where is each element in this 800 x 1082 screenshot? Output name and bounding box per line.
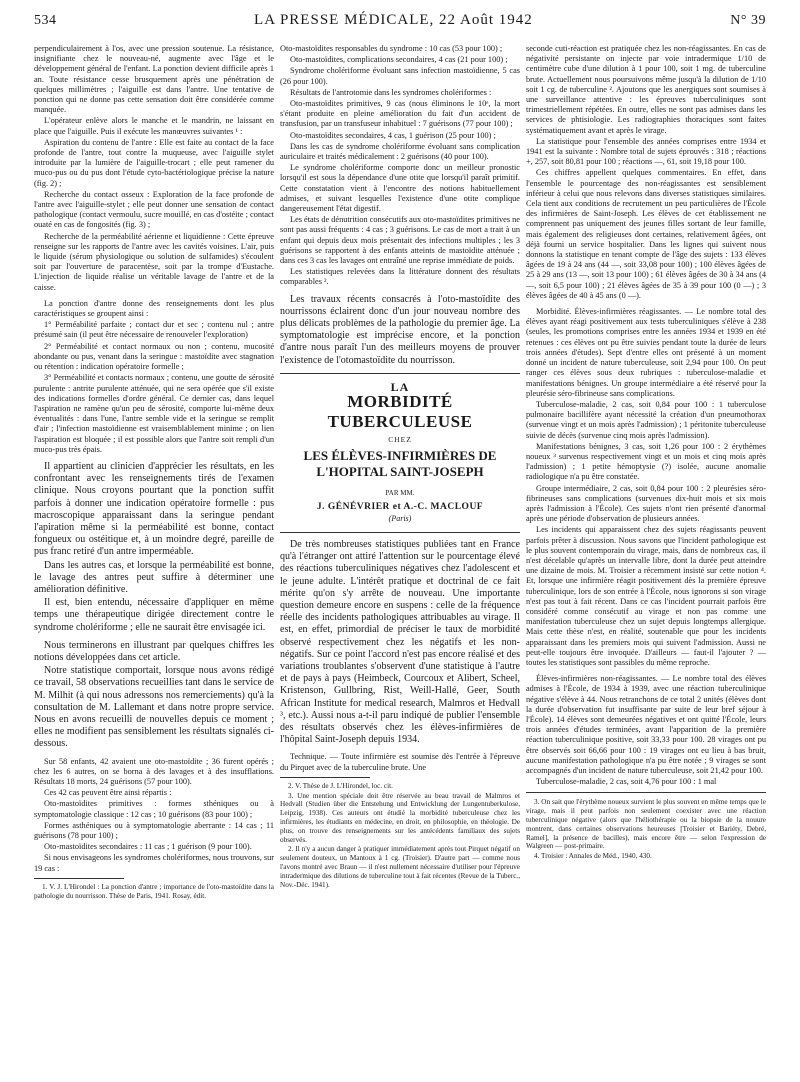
journal-title: LA PRESSE MÉDICALE, 22 Août 1942 xyxy=(254,12,533,28)
column-3 xyxy=(526,44,766,1074)
paragraph: Morbidité. Élèves-infirmières réagissantes. — Le nombre total des élèves ayant réagi positivement aux tests tuberculiniques s'élève à 238 (seules, les promotions comprises entre les années 1934 et 1939 en été retenues : ces élèves ont pu être suivies pendant toute la durée de leurs trois années d'études). Sept d'entre elles ont présenté à un moment donné un incident de nature tuberculeuse, soit 2,94 pour 100. On peut ranger ces élèves sous deux rubriques : tuberculose-maladie et manifestations bénignes. Un groupe intermédiaire a été réservé pour la pleurésie séro-fibrineuse sans complications. xyxy=(526,307,766,398)
paragraph: Les incidents qui apparaissent chez des sujets réagissants peuvent parfois prêter à discussion. Nous savons que l'incident pathologique est le plus souvent contemporain du virage, mais, dans de nombreux cas, il n'est décelable qu'après un intervalle libre, dont la durée peut atteindre une dizaine de mois. M. Troisier a récemment insisté sur cette notion ⁴. Et, lorsque une infirmière réagit positivement dès la première épreuve tuberculinique, lors de son entrée à l'École, nous ignorons si son virage n'est pas tout à fait récent. Dans ce cas l'incident pourrait parfois être considéré comme consécutif au virage et non pas comme une manifestation tuberculeuse chez un sujet depuis longtemps allergique. Mais cette thèse n'est, en réalité, soutenable que pour les incidents apparaissant dans les premiers mois qui suivent l'admission. Aussi ne peut-elle toujours être invoquée. D'ailleurs — faut-il l'ajouter ? — toutes les statistiques sont passibles du même reproche. xyxy=(526,525,766,667)
paragraph: Oto-mastoïdites primitives, 9 cas (nous éliminons le 10ᵉ, la mort s'étant produite en pleine amélioration du fait d'un accident de transfusion, par un transfuseur inhabituel : 7 guérisons (77 pour 100) ; xyxy=(280,99,520,129)
article-title-connector: CHEZ xyxy=(388,435,412,445)
statistics-line: Formes asthéniques ou à symptomatologie aberrante : 14 cas ; 11 guérisons (78 pour 100) ; xyxy=(34,820,274,841)
paragraph: Il appartient au clinicien d'apprécier les résultats, en les confrontant avec les renseignements tirés de l'examen clinique. Nous croyons pourtant que la ponction suffit parfois à donner une indication opératoire formelle : pus macroscopique apparaissant dans la seringue pendant l'apiration même si la perméabilité est bonne, contact fongueux ou ostéitique et, à un moindre degré, pareille de pus franc retiré d'un antre imperméable. xyxy=(34,460,274,558)
paragraph: La ponction d'antre donne des renseignements dont les plus caractéristiques se groupent ainsi : xyxy=(34,298,274,319)
footnote: 3. On sait que l'érythème noueux survient le plus souvent en même temps que le virage, mais il peut parfois non seulement coexister avec une réaction tuberculinique négative (alors que l'héliothérapie ou la biopsie de la nouure montrent, dans certaines observations heureuses [Troisier et Bariéty, Debré, Ramel], la présence de bacilles), mais encore être — selon l'expression de Walgreen — post-primaire. xyxy=(526,798,766,851)
article-location: (Paris) xyxy=(388,513,412,523)
paragraph: seconde cuti-réaction est pratiquée chez les non-réagissantes. En cas de négativité persistante on injecte par voie intradermique 1/10 de centimètre cube d'une dilution à 1 pour 100, soit 1 mg. de tuberculine brute. Actuellement nous poursuivons même jusqu'à la dilution de 1/10 soit 1 cg. de tuberculine ². Ajoutons que les anergiques sont soumises à une surveillance attentive : les épreuves tuberculiniques sont trimestriellement répétées. En outre, elles ne sont pas admises dans les services de phtisiologie. Les radiographies thoraciques sont faites systématiquement avant et après le virage. xyxy=(526,44,766,135)
footnote: 2. Il n'y a aucun danger à pratiquer immédiatement après tout Pirquet négatif on seulement douteux, un Mantoux à 1 cg. (Troisier). D'autre part — comme nous l'avons montré avec Braun — il n'est nullement nécessaire d'utiliser pour l'épreuve intradermique des dilutions de tuberculine tout à fait récentes (Revue de la Tuberc., Nov.-Déc. 1941). xyxy=(280,845,520,889)
paragraph: Dans les autres cas, et lorsque la perméabilité est bonne, le lavage des antres peut suffire à déterminer une amélioration définitive. xyxy=(34,559,274,595)
paragraph: La statistique pour l'ensemble des années comprises entre 1934 et 1941 est la suivante : Nombre total de sujets éprouvés : 318 ; réactions +, 257, soit 80,81 pour 100 ; réactions —, 61, soit 19,18 pour 100. xyxy=(526,136,766,167)
paragraph: Recherche de la perméabilité aérienne et liquidienne : Cette épreuve renseigne sur les rapports de l'antre avec les cavités voisines. L'air, puis le liquide (sérum physiologique ou solution de sulfamides) s'écoulent soit par l'ouverture de paracentèse, soit par la trompe d'Eustache. L'injection de liquide réalise un véritable lavage de l'antre et de la caisse. xyxy=(34,231,274,292)
footnote: 4. Troisier : Annales de Méd., 1940, 430. xyxy=(534,852,652,861)
statistics-line: Oto-mastoïdites primitives : formes sthéniques ou à symptomatologie classique : 12 cas ; 10 guérisons (83 pour 100) ; xyxy=(34,799,274,819)
paragraph: Oto-mastoïdites, complications secondaires, 4 cas (21 pour 100) ; xyxy=(290,55,508,65)
column-2 xyxy=(280,44,520,1074)
page-columns xyxy=(34,44,766,1074)
paragraph: Tuberculose-maladie, 2 cas, soit 0,84 pour 100 : 1 tuberculose pulmonaire bacillifère ayant nécessité la création d'un pneumothorax (survenue vingt et un mois après l'admission) ; 1 péritonite tuberculeuse suivie de décès (survenue cinq mois après l'admission). xyxy=(526,399,766,440)
paragraph: Recherche du contact osseux : Exploration de la face profonde de l'antre avec l'aiguille-stylet ; elle peut donner une sensation de contact pathologique (contact vermoulu, sucre mouillé, en cas d'ostéite ; contact ouaté en cas de fongosités (fig. 3) ; xyxy=(34,189,274,230)
paragraph: Oto-mastoïdites responsables du syndrome : 10 cas (53 pour 100) ; xyxy=(280,44,503,53)
paragraph: perpendiculairement à l'os, avec une pression soutenue. La résistance, insignifiante chez le nouveau-né, augmente avec l'âge et le développement général de l'enfant. La ponction devient difficile après 1 an. Toute résistance cesse brusquement après une pénétration de quelques millimètres ; l'aiguille est dans l'antre. Une tentative de ponction qui ne donne pas cette sensation doit être considérée comme manquée. xyxy=(34,44,274,115)
footnote-divider xyxy=(526,792,766,793)
paragraph: Groupe intermédiaire, 2 cas, soit 0,84 pour 100 : 2 pleurésies séro-fibrineuses sans complications (survenues dix-huit mois et six mois après l'admission à l'École). Ces sujets n'ont rien présenté d'anormal après une période d'observation de plusieurs années. xyxy=(526,483,766,524)
paragraph: Il est, bien entendu, nécessaire d'appliquer en même temps une thérapeutique dirigée directement contre le syndrome cholériforme ; elle ne saurait être envisagée ici. xyxy=(34,597,274,633)
page-number: 534 xyxy=(34,13,57,28)
paragraph: Technique. — Toute infirmière est soumise dès l'entrée à l'épreuve du Pirquet avec de la tuberculine brute. Une xyxy=(280,752,520,772)
paragraph: De très nombreuses statistiques publiées tant en France qu'à l'étranger ont attiré l'attention sur le pourcentage élevé des réactions tuberculiniques négatives chez l'adolescent et le jeune adulte. L'intérêt pratique et doctrinal de ce fait mérite qu'on s'y arrête de nouveau. Une importante question demeure encore en suspens : celle de la fréquence réelle des incidents pathologiques attribuables au virage. Il est, en effet, primordial de préciser le taux de morbidité observé respectivement chez les négatifs et les non-négatifs. Sur ce point l'accord n'est pas encore réalisé et des variations troublantes s'observent d'une statistique à l'autre et de pays à pays (Heimbeck, Courcoux et Alibert, Scheel, Kristenson, Gullbring, Rist, Weill-Hallé, Geer, South African Institute for medical research, Malmros et Hedvall ³, etc.). Aussi nous a-t-il paru indiqué de publier l'ensemble des résultats observés chez les élèves-infirmières de l'hôpital Saint-Joseph depuis 1934. xyxy=(280,538,520,746)
paragraph: Élèves-infirmières non-réagissantes. — Le nombre total des élèves admises à l'École, de 1934 à 1939, avec une réaction tuberculinique négative s'élève à 44. Nous retranchons de ce total 2 unités (élèves dont la durée d'observation fut insuffisante par suite de leur bref séjour à l'École). 14 élèves sont demeurées négatives et ont quitté l'École, leurs trois années d'études terminées, avant l'apparition de la première réaction tuberculinique positive, soit 33,33 pour 100. 28 virages ont pu être observés soit 66,66 pour 100 : 19 virages ont eu lieu à bas bruit, aucune manifestation pathologique n'a pu être notée ; 9 virages se sont accompagnés d'un incident de nature tuberculeuse, soit 21,42 pour 100. xyxy=(526,674,766,776)
footnote-divider xyxy=(34,878,124,879)
article-authors: J. GÉNÉVRIER et A.-C. MACLOUF xyxy=(316,501,484,512)
paragraph: Les états de dénutrition consécutifs aux oto-mastoïdites primitives ne sont pas aussi fréquents : 4 cas ; 3 guérisons. Le cas de mort a trait à un enfant qui depuis deux mois présentait des infections multiples ; les 3 guérisons se rapportent à des enfants atteints de mastoïdite atténuée ; dans ces 3 cas les lavages ont entraîné une reprise immédiate de poids. xyxy=(280,215,520,266)
footnote-divider xyxy=(280,777,370,778)
paragraph: Ces chiffres appellent quelques commentaires. En effet, dans l'ensemble le pourcentage des non-réagissantes est sensiblement inférieur à celui que nous relevons dans diverses statistiques similaires. Cela tient aux conditions de recrutement un peu particulières de l'École des infirmières de Saint-Joseph. Les élèves de cet établissement ne comprennent pas uniquement des jeunes filles sortant de leur famille, mais également des religieuses dont certaines, relativement âgées, ont déjà fourni un service hospitalier. Dans les lignes qui suivent nous donnons la statistique en tenant compte de l'âge des sujets : 133 élèves âgées de 19 à 24 ans (44 —, soit 33,08 pour 100) ; 100 élèves âgées de 25 à 29 ans (13 —, soit 13 pour 100) ; 61 élèves âgées de 30 à 34 ans (4 —, soit 6,5 pour 100) ; 21 élèves âgées de 35 à 39 pour 100 (0 —) ; 3 élèves âgées de 40 à 45 ans (0 —). xyxy=(526,168,766,300)
footnote: 3. Une mention spéciale doit être réservée au beau travail de Malmros et Hedvall (Studien über die Entstehung und Entwicklung der Lungentuberkulose, Leipzig, 1938). Ces auteurs ont étudié la morbidité tuberculeuse chez les infirmières, les étudiants en médecine, en droit, en philosophie, en théologie. De plus, on trouve des renseignements sur les antécédents familiaux des sujets observés. xyxy=(280,791,520,844)
paragraph: L'opérateur enlève alors le manche et le mandrin, ne laissant en place que l'aiguille. Puis il exécute les manœuvres suivantes ¹ : xyxy=(34,116,274,136)
paragraph: Le syndrome cholériforme comporte donc un meilleur pronostic lorsqu'il est sous la dépendance d'une otite que lorsqu'il paraît primitif. Cette constatation vient à l'encontre des notions habituellement admises, et suivant lesquelles l'existence d'une otite complique dangereusement l'état digestif. xyxy=(280,163,520,214)
statistics-line: Oto-mastoïdites secondaires : 11 cas ; 1 guérison (9 pour 100). xyxy=(44,842,252,852)
paragraph: 3° Perméabilité et contacts normaux ; contenu, une goutte de sérosité purulente : antrite purulente atténuée, qui ne sera opérée que s'il existe des indications formelles d'ordre général. Ce dernier cas, dans lequel l'aspiration ne ramène qu'un peu de sérosité, comporte lui-même deux éventualités : dans l'une, l'antre semble vide et la seringue se remplit d'air ; l'infection mastoïdienne est vraisemblablement minime ; on lien l'aspiration est bloquée ; il est possible alors que l'antre soit rempli d'un muco-pus très épais. xyxy=(34,373,274,454)
paragraph: Syndrome cholériforme évoluant sans infection mastoïdienne, 5 cas (26 pour 100). xyxy=(280,66,520,86)
paragraph: Tuberculose-maladie, 2 cas, soit 4,76 pour 100 : 1 mal xyxy=(536,777,717,787)
paragraph: Manifestations bénignes, 3 cas, soit 1,26 pour 100 : 2 érythèmes noueux ³ survenus respectivement vingt et un mois et cinq mois après l'admission) ; 1 petite hémoptysie (?) isolée, aucune anomalie radiologique n'a pu être constatée. xyxy=(526,441,766,482)
statistics-line: Sur 58 enfants, 42 avaient une oto-mastoïdite ; 36 furent opérés ; chez les 6 autres, on se borna à des lavages et à des insufflations. Résultats 18 morts, 24 guérisons (57 pour 100). xyxy=(34,756,274,786)
paragraph: Notre statistique comportait, lorsque nous avons rédigé ce travail, 58 observations recueillies tant dans le service de M. Milhit (à qui nous adressons nos remerciements) qu'à la consultation de M. Lallemant et dans notre propre service. Nous en avons recueilli de nouvelles depuis ce moment ; elles ne modifient pas sensiblement les résultats signalés ci-dessous. xyxy=(34,665,274,750)
paragraph: Les statistiques relevées dans la littérature donnent des résultats comparables ². xyxy=(280,267,520,287)
paragraph: Dans les cas de syndrome cholériforme évoluant sans complication auriculaire et traités médicalement : 2 guérisons (40 pour 100). xyxy=(280,141,520,162)
statistics-line: Si nous envisageons les syndromes cholériformes, nous trouvons, sur 19 cas : xyxy=(34,853,274,873)
paragraph: Nous terminerons en illustrant par quelques chiffres les notions développées dans cet article. xyxy=(34,639,274,663)
article-title-prefix: LA xyxy=(390,379,410,394)
article-title-block xyxy=(280,373,520,533)
footnote: 1. V. J. L'Hirondel : La ponction d'antre ; importance de l'oto-mastoïdite dans la pathologie du nourrisson. Thèse de Paris, 1941. Rosay, édit. xyxy=(34,882,274,900)
paragraph: 2° Perméabilité et contact normaux ou non ; contenu, mucosité abondante ou pus, venant dans la seringue : mastoïdite avec stagnation ou rétention : indication opératoire formelle ; xyxy=(34,341,274,372)
article-title: MORBIDITÉ TUBERCULEUSE xyxy=(327,392,473,432)
issue-number: N° 39 xyxy=(730,13,766,28)
footnotes xyxy=(526,798,766,861)
page-header xyxy=(34,12,766,34)
paragraph: 1° Perméabilité parfaite ; contact dur et sec ; contenu nul ; antre présumé sain (il peut être nécessaire de renouveler l'exploration) xyxy=(34,320,274,340)
byline-prefix: PAR MM. xyxy=(385,489,415,498)
paragraph: Les travaux récents consacrés à l'oto-mastoïdite des nourrissons éclairent donc d'un jour nouveau nombre des plus délicats problèmes de la pathologie du premier âge. La symptomatologie est imprécise encore, et la ponction d'antre nous paraît l'un des meilleurs moyens de prouver l'existence de l'otomastoïdite du nourrisson. xyxy=(280,293,520,366)
footnotes xyxy=(34,883,274,901)
article-subtitle: LES ÉLÈVES-INFIRMIÈRES DE L'HOPITAL SAINT-JOSEPH xyxy=(303,448,497,480)
statistics-line: Ces 42 cas peuvent être ainsi répartis : xyxy=(44,788,172,798)
paragraph: Oto-mastoïdites secondaires, 4 cas, 1 guérison (25 pour 100) ; xyxy=(290,130,496,140)
column-1 xyxy=(34,44,274,1074)
footnote: 2. V. Thèse de J. L'Hirondel, loc. cit. xyxy=(288,781,393,790)
paragraph: Résultats de l'antrotomie dans les syndromes cholériformes : xyxy=(290,87,492,97)
footnotes xyxy=(280,782,520,890)
paragraph: Aspiration du contenu de l'antre : Elle est faite au contact de la face profonde de l'antre, tout contre la muqueuse, avec l'aiguille stylet introduite par la lumière de l'aiguille-trocart ; elle peut ramener du muco-pus ou du pus dont l'étude cyto-bactériologique précise la nature (fig. 2) ; xyxy=(34,137,274,188)
